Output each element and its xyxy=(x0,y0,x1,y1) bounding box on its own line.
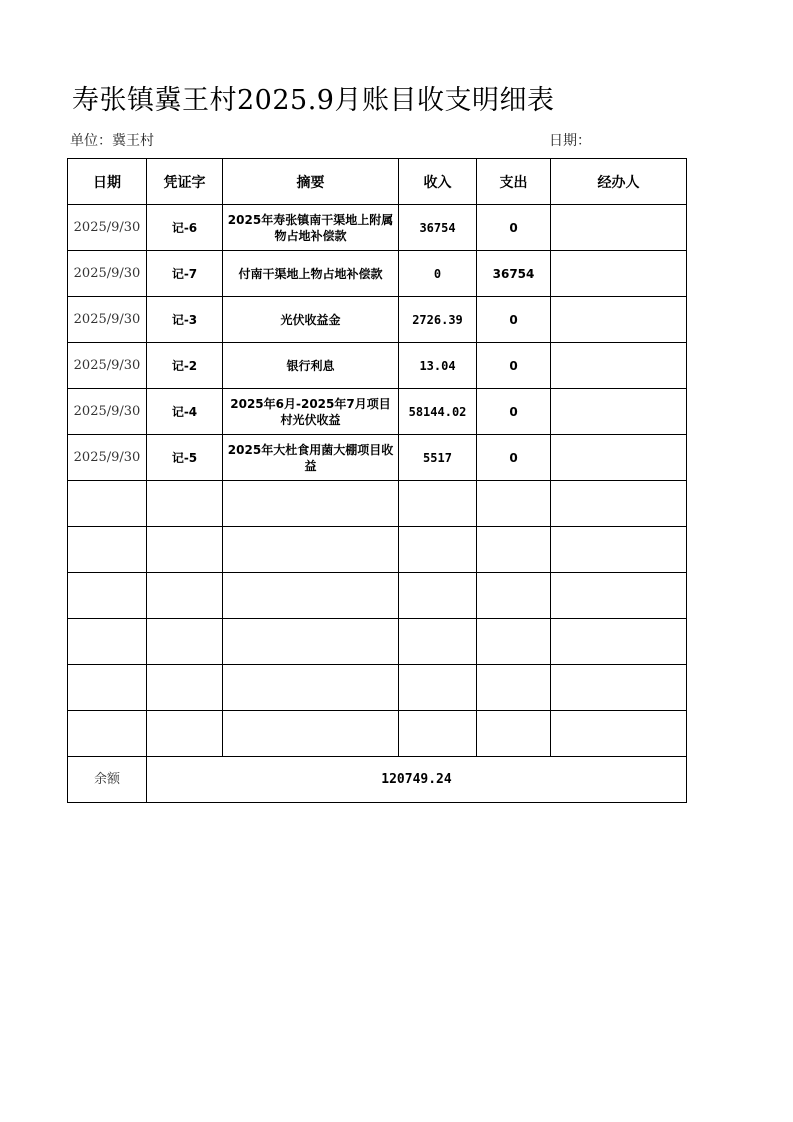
cell-expense: 0 xyxy=(477,343,551,389)
cell-voucher: 记-4 xyxy=(147,389,223,435)
cell-expense: 0 xyxy=(477,389,551,435)
empty-cell xyxy=(68,619,147,665)
empty-row xyxy=(68,665,687,711)
cell-expense: 36754 xyxy=(477,251,551,297)
cell-summary: 银行利息 xyxy=(223,343,399,389)
cell-date: 2025/9/30 xyxy=(68,205,147,251)
cell-voucher: 记-6 xyxy=(147,205,223,251)
cell-income: 0 xyxy=(399,251,477,297)
empty-cell xyxy=(477,573,551,619)
date-label: 日期： xyxy=(549,133,591,149)
empty-row xyxy=(68,527,687,573)
unit-label: 单位：冀王村 xyxy=(70,133,154,149)
empty-cell xyxy=(223,481,399,527)
empty-cell xyxy=(223,527,399,573)
empty-cell xyxy=(477,711,551,757)
header-row xyxy=(68,159,687,205)
cell-summary: 付南干渠地上物占地补偿款 xyxy=(223,251,399,297)
empty-cell xyxy=(551,573,687,619)
cell-date: 2025/9/30 xyxy=(68,389,147,435)
cell-income: 13.04 xyxy=(399,343,477,389)
cell-handler xyxy=(551,389,687,435)
cell-expense: 0 xyxy=(477,205,551,251)
table-row xyxy=(68,297,687,343)
balance-label: 余额 xyxy=(68,757,147,803)
empty-cell xyxy=(68,481,147,527)
cell-income: 5517 xyxy=(399,435,477,481)
ledger-body xyxy=(68,205,687,803)
cell-handler xyxy=(551,205,687,251)
cell-expense: 0 xyxy=(477,435,551,481)
empty-cell xyxy=(223,573,399,619)
column-header-date: 日期 xyxy=(68,159,147,205)
cell-voucher: 记-5 xyxy=(147,435,223,481)
table-row xyxy=(68,251,687,297)
empty-cell xyxy=(68,711,147,757)
empty-cell xyxy=(399,481,477,527)
column-header-expense: 支出 xyxy=(477,159,551,205)
empty-cell xyxy=(223,665,399,711)
cell-voucher: 记-3 xyxy=(147,297,223,343)
cell-date: 2025/9/30 xyxy=(68,343,147,389)
cell-income: 2726.39 xyxy=(399,297,477,343)
cell-voucher: 记-7 xyxy=(147,251,223,297)
column-header-voucher: 凭证字 xyxy=(147,159,223,205)
empty-cell xyxy=(399,711,477,757)
balance-value: 120749.24 xyxy=(147,757,687,803)
cell-voucher: 记-2 xyxy=(147,343,223,389)
cell-date: 2025/9/30 xyxy=(68,251,147,297)
cell-expense: 0 xyxy=(477,297,551,343)
empty-row xyxy=(68,481,687,527)
empty-cell xyxy=(147,619,223,665)
empty-row xyxy=(68,573,687,619)
empty-cell xyxy=(399,573,477,619)
table-row xyxy=(68,389,687,435)
empty-cell xyxy=(147,573,223,619)
empty-cell xyxy=(477,665,551,711)
cell-date: 2025/9/30 xyxy=(68,435,147,481)
empty-cell xyxy=(68,573,147,619)
column-header-income: 收入 xyxy=(399,159,477,205)
empty-cell xyxy=(399,619,477,665)
table-row xyxy=(68,343,687,389)
empty-cell xyxy=(477,527,551,573)
cell-summary: 2025年6月-2025年7月项目村光伏收益 xyxy=(223,389,399,435)
empty-cell xyxy=(147,665,223,711)
empty-cell xyxy=(551,665,687,711)
empty-cell xyxy=(147,527,223,573)
cell-income: 58144.02 xyxy=(399,389,477,435)
empty-cell xyxy=(477,619,551,665)
cell-summary: 光伏收益金 xyxy=(223,297,399,343)
empty-cell xyxy=(68,665,147,711)
table-row xyxy=(68,435,687,481)
cell-summary: 2025年大杜食用菌大棚项目收益 xyxy=(223,435,399,481)
column-header-handler: 经办人 xyxy=(551,159,687,205)
cell-summary: 2025年寿张镇南干渠地上附属物占地补偿款 xyxy=(223,205,399,251)
balance-row xyxy=(68,757,687,803)
cell-handler xyxy=(551,435,687,481)
cell-handler xyxy=(551,297,687,343)
empty-cell xyxy=(147,711,223,757)
cell-handler xyxy=(551,251,687,297)
empty-row xyxy=(68,619,687,665)
empty-cell xyxy=(147,481,223,527)
empty-cell xyxy=(223,619,399,665)
cell-income: 36754 xyxy=(399,205,477,251)
ledger-table xyxy=(67,158,687,803)
empty-cell xyxy=(223,711,399,757)
cell-date: 2025/9/30 xyxy=(68,297,147,343)
empty-cell xyxy=(399,527,477,573)
empty-cell xyxy=(551,619,687,665)
empty-row xyxy=(68,711,687,757)
page-title: 寿张镇冀王村2025.9月账目收支明细表 xyxy=(72,85,555,116)
column-header-summary: 摘要 xyxy=(223,159,399,205)
empty-cell xyxy=(399,665,477,711)
empty-cell xyxy=(551,527,687,573)
empty-cell xyxy=(551,481,687,527)
empty-cell xyxy=(477,481,551,527)
table-row xyxy=(68,205,687,251)
empty-cell xyxy=(551,711,687,757)
empty-cell xyxy=(68,527,147,573)
cell-handler xyxy=(551,343,687,389)
